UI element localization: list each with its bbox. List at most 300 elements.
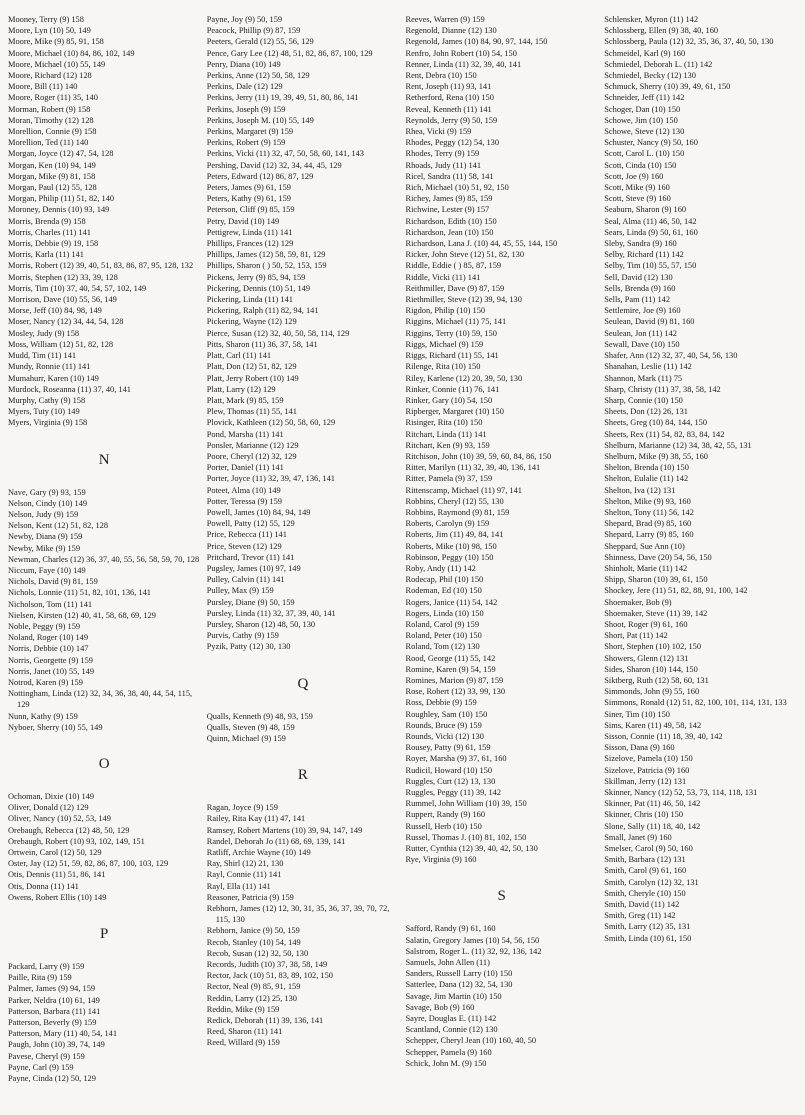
index-entry: Nelson, Kent (12) 51, 82, 128: [8, 521, 109, 531]
index-entry: Moore, Bill (11) 140: [8, 82, 78, 92]
index-entry: Settlemire, Joe (9) 160: [604, 306, 681, 316]
index-entry: Platt, Don (12) 51, 82, 129: [206, 362, 297, 372]
index-entry: Shelton, Brenda (10) 150: [604, 463, 689, 473]
index-column-2: [207, 14, 400, 1115]
index-entry: Pickering, Wayne (12) 129: [206, 317, 297, 327]
index-entry: Price, Rebecca (11) 141: [206, 530, 287, 540]
index-entry: Nicholson, Tom (11) 141: [8, 599, 93, 609]
index-entry: Sears, Linda (9) 50, 61, 160: [604, 227, 698, 237]
index-entry: Platt, Mark (9) 85, 159: [206, 395, 284, 405]
index-entry: Russel, Thomas J. (10) 81, 102, 150: [405, 832, 527, 842]
index-column-4: [604, 14, 797, 1115]
index-entry: Moore, Roger (11) 35, 140: [8, 93, 98, 103]
index-entry: Sells, Pam (11) 142: [604, 295, 671, 305]
index-entry: Shelton, Tony (11) 56, 142: [604, 507, 694, 517]
index-entry: Sheets, Greg (10) 84, 144, 150: [604, 418, 708, 428]
index-entry: Salatin, Gregory James (10) 54, 56, 150: [405, 935, 540, 945]
index-entry: Nichols, David (9) 81, 159: [8, 577, 98, 587]
index-entry: Seulean, David (9) 81, 160: [604, 317, 695, 327]
index-entry: Orebaugh, Robert (10) 93, 102, 149, 151: [8, 836, 145, 846]
index-entry: Sheets, Rex (11) 54, 82, 83, 84, 142: [604, 429, 725, 439]
index-entry: Shannon, Mark (11) 75: [604, 373, 683, 383]
index-entry: Morris, Brenda (9) 158: [8, 216, 86, 226]
index-entry: Ruggles, Peggy (11) 39, 142: [405, 788, 502, 798]
index-entry: Rilenge, Rita (10) 150: [405, 362, 481, 372]
index-entry: Regenold, James (10) 84, 90, 97, 144, 150: [405, 37, 548, 47]
index-entry: Ochoman, Dixie (10) 149: [8, 791, 95, 801]
index-entry: Sells, Brenda (9) 160: [604, 283, 676, 293]
index-entry: Morse, Jeff (10) 84, 98, 149: [8, 306, 102, 316]
index-entry: Price, Steven (12) 129: [206, 541, 282, 551]
index-entry: Mundy, Ronnie (11) 141: [8, 362, 91, 372]
index-entry: Riethmiller, Steve (12) 39, 94, 130: [405, 295, 522, 305]
index-entry: Roberts, Jim (11) 49, 84, 141: [405, 530, 504, 540]
index-entry: Schneider, Jeff (11) 142: [604, 93, 685, 103]
index-entry: Qualls, Kenneth (9) 48, 93, 159: [206, 711, 313, 721]
index-entry: Sheets, Don (12) 26, 131: [604, 407, 688, 417]
index-entry: Scott, Carol L. (10) 150: [604, 149, 685, 159]
index-entry: Pursley, Linda (11) 32, 37, 39, 40, 141: [206, 608, 336, 618]
index-entry: Richardson, Edith (10) 150: [405, 216, 497, 226]
index-entry: Rhodes, Peggy (12) 54, 130: [405, 138, 500, 148]
index-entry: Myers, Tuty (10) 149: [8, 407, 80, 417]
section-letter-heading: O: [98, 755, 111, 772]
index-entry: Platt, Jerry Robert (10) 149: [206, 373, 299, 383]
index-entry: Peacock, Phillip (9) 87, 159: [206, 26, 301, 36]
index-entry: Phillips, James (12) 58, 59, 81, 129: [206, 250, 326, 260]
index-entry: Reed, Willard (9) 159: [206, 1038, 280, 1048]
index-entry: Schlossberg, Paula (12) 32, 35, 36, 37, 40, 50, 130: [604, 37, 774, 47]
index-entry: Notrod, Karen (9) 159: [8, 677, 83, 687]
index-entry: Pickering, Dennis (10) 51, 149: [206, 283, 311, 293]
index-entry: Moore, Richard (12) 128: [8, 71, 92, 81]
index-entry: Pickering, Ralph (11) 82, 94, 141: [206, 306, 319, 316]
index-entry: Redick, Deborah (11) 39, 136, 141: [206, 1016, 324, 1026]
index-entry: Roby, Andy (11) 142: [405, 563, 476, 573]
index-entry: Showers, Glenn (12) 131: [604, 653, 689, 663]
index-entry: Nave, Gary (9) 93, 159: [8, 487, 86, 497]
index-entry: Packard, Larry (9) 159: [8, 962, 85, 972]
index-entry: Rummel, John William (10) 39, 150: [405, 799, 527, 809]
index-entry: Short, Stephen (10) 102, 150: [604, 642, 702, 652]
index-entry: Skillman, Jerry (12) 131: [604, 776, 687, 786]
index-entry: Shelton, Mike (9) 93, 160: [604, 496, 691, 506]
index-entry: Regenold, Dianne (12) 130: [405, 26, 497, 36]
index-entry: Newman, Charles (12) 36, 37, 40, 55, 56, 58, 59, 70, 128: [8, 554, 200, 564]
index-entry: Pursley, Diane (9) 50, 159: [206, 597, 295, 607]
index-entry: Selby, Tim (10) 55, 57, 150: [604, 261, 697, 271]
index-entry: Morrison, Dave (10) 55, 56, 149: [8, 295, 117, 305]
index-entry: Moss, William (12) 51, 82, 128: [8, 339, 114, 349]
index-entry: Platt, Larry (12) 129: [206, 384, 276, 394]
index-entry: Payne, Cinda (12) 50, 129: [8, 1074, 96, 1084]
index-entry: Shelburn, Marianne (12) 34, 38, 42, 55, 131: [604, 440, 752, 450]
index-entry: Pershing, David (12) 32, 34, 44, 45, 129: [206, 160, 342, 170]
index-entry: Riggs, Michael (9) 159: [405, 339, 484, 349]
index-entry: Morellion, Ted (11) 140: [8, 138, 89, 148]
index-entry: Riddle, Vicki (11) 141: [405, 272, 481, 282]
index-entry: Pavese, Cheryl (9) 159: [8, 1051, 85, 1061]
index-entry: Nichols, Lonnie (11) 51, 82, 101, 136, 141: [8, 588, 151, 598]
index-entry: Rudicil, Howard (10) 150: [405, 765, 493, 775]
index-entry: Simmonds, John (9) 55, 160: [604, 687, 700, 697]
index-entry: Rodecap, Phil (10) 150: [405, 575, 484, 585]
index-entry: Morris, Karla (11) 141: [8, 250, 84, 260]
index-entry: Moore, Lyn (10) 50, 149: [8, 26, 91, 36]
index-entry: Shepard, Larry (9) 85, 160: [604, 530, 694, 540]
index-entry: Rhoads, Judy (11) 141: [405, 160, 482, 170]
index-entry: Porter, Daniel (11) 141: [206, 463, 284, 473]
index-entry: Ruppert, Randy (9) 160: [405, 810, 486, 820]
index-entry: Smith, Larry (12) 35, 131: [604, 922, 691, 932]
index-entry: Powell, James (10) 84, 94, 149: [206, 507, 311, 517]
index-entry: Skinner, Pat (11) 46, 50, 142: [604, 799, 701, 809]
index-entry: Rose, Robert (12) 33, 99, 130: [405, 687, 506, 697]
index-entry: Roughley, Sam (10) 150: [405, 709, 488, 719]
index-entry: Richey, James (9) 85, 159: [405, 194, 493, 204]
index-entry: Savage, Bob (9) 160: [405, 1002, 475, 1012]
index-entry: Myers, Virginia (9) 158: [8, 418, 88, 428]
index-entry: Plovick, Kathleen (12) 50, 58, 60, 129: [206, 418, 336, 428]
index-entry: Reddin, Mike (9) 159: [206, 1004, 280, 1014]
index-entry: Perkins, Dale (12) 129: [206, 82, 283, 92]
index-column-3: [406, 14, 599, 1115]
index-entry: Qualls, Steven (9) 48, 159: [206, 722, 295, 732]
index-entry: Perkins, Jerry (11) 19, 39, 49, 51, 80, 86, 141: [206, 93, 359, 103]
index-entry: Ritchart, Ken (9) 93, 159: [405, 440, 490, 450]
index-entry: Rousey, Patty (9) 61, 159: [405, 743, 491, 753]
index-entry: Siktberg, Ruth (12) 58, 60, 131: [604, 675, 709, 685]
index-entry: Reddin, Larry (12) 25, 130: [206, 993, 297, 1003]
index-entry: Morgan, Mike (9) 81, 158: [8, 171, 96, 181]
index-entry: Robinson, Peggy (10) 150: [405, 552, 494, 562]
index-entry: Rebhorn, James (12) 12, 30, 31, 35, 36, 37, 39, 70, 72, 115, 130: [206, 904, 390, 925]
index-entry: Smith, Cheryle (10) 150: [604, 888, 686, 898]
index-entry: Ricel, Sandra (11) 58, 141: [405, 171, 494, 181]
index-entry: Morris, Debbie (9) 19, 158: [8, 239, 99, 249]
index-entry: Noble, Peggy (9) 159: [8, 621, 81, 631]
index-entry: Petry, David (10) 149: [206, 216, 280, 226]
index-entry: Rhodes, Terry (9) 159: [405, 149, 480, 159]
index-entry: Slone, Sally (11) 18, 40, 142: [604, 821, 701, 831]
index-entry: Pettigrew, Linda (11) 141: [206, 227, 293, 237]
index-entry: Smith, Carol (9) 61, 160: [604, 866, 687, 876]
index-entry: Seal, Alma (11) 46, 50, 142: [604, 216, 697, 226]
index-entry: Rounds, Bruce (9) 159: [405, 720, 482, 730]
index-entry: Morellion, Connie (9) 158: [8, 127, 97, 137]
index-entry: Ripberger, Margaret (10) 150: [405, 407, 504, 417]
index-entry: Sleby, Sandra (9) 160: [604, 239, 677, 249]
index-entry: Pulley, Max (9) 159: [206, 586, 274, 596]
index-entry: Norris, Janet (10) 55, 149: [8, 666, 95, 676]
index-entry: Ritter, Pamela (9) 37, 159: [405, 474, 493, 484]
index-entry: Rebhorn, Janice (9) 50, 159: [206, 926, 300, 936]
index-entry: Roberts, Mike (10) 98, 150: [405, 541, 497, 551]
index-entry: Riggins, Michael (11) 75, 141: [405, 317, 507, 327]
index-entry: Selby, Richard (11) 142: [604, 250, 684, 260]
index-entry: Romines, Marion (9) 87, 159: [405, 675, 504, 685]
index-entry: Perkins, Joseph (9) 159: [206, 104, 286, 114]
index-entry: Rogers, Janice (11) 54, 142: [405, 597, 498, 607]
index-entry: Rector, Jack (10) 51, 83, 89, 102, 150: [206, 971, 333, 981]
index-entry: Smith, Greg (11) 142: [604, 911, 676, 921]
index-entry: Peeters, Gerald (12) 55, 56, 129: [206, 37, 314, 47]
index-entry: Roland, Tom (12) 130: [405, 642, 480, 652]
index-entry: Seulean, Jon (11) 142: [604, 328, 677, 338]
index-entry: Oliver, Nancy (10) 52, 53, 149: [8, 814, 111, 824]
index-entry: Orebaugh, Rebecca (12) 48, 50, 129: [8, 825, 130, 835]
index-entry: Simmons, Ronald (12) 51, 82, 100, 101, 114, 131, 133: [604, 698, 787, 708]
index-entry: Shinholt, Marie (11) 142: [604, 563, 688, 573]
index-entry: Samuels, John Allen (11): [405, 958, 490, 968]
index-entry: Scantland, Connie (12) 130: [405, 1025, 498, 1035]
index-entry: Small, Janet (9) 160: [604, 832, 672, 842]
index-entry: Peters, Kathy (9) 61, 159: [206, 194, 291, 204]
index-entry: Salstrom, Roger L. (11) 32, 92, 136, 142: [405, 946, 542, 956]
index-entry: Rinker, Connie (11) 76, 141: [405, 384, 500, 394]
index-entry: Sides, Sharon (10) 144, 150: [604, 664, 698, 674]
index-column-1: [8, 14, 201, 1115]
index-entry: Rittenscamp, Michael (11) 97, 141: [405, 485, 522, 495]
index-entry: Potter, Teressa (9) 159: [206, 496, 282, 506]
index-entry: Ruggles, Curt (12) 13, 130: [405, 776, 496, 786]
index-entry: Ritchison, John (10) 39, 59, 60, 84, 86, 150: [405, 451, 552, 461]
index-entry: Moore, Mike (9) 85, 91, 158: [8, 37, 104, 47]
index-entry: Sims, Karen (11) 49, 58, 142: [604, 720, 702, 730]
index-entry: Norris, Debbie (10) 147: [8, 644, 89, 654]
index-entry: Scott, Mike (9) 160: [604, 183, 670, 193]
index-entry: Schick, John M. (9) 150: [405, 1058, 487, 1068]
index-entry: Scott, Joe (9) 160: [604, 171, 664, 181]
index-entry: Roland, Carol (9) 159: [405, 619, 480, 629]
index-entry: Sharp, Christy (11) 37, 38, 58, 142: [604, 384, 721, 394]
index-entry: Sanders, Russell Larry (10) 150: [405, 969, 513, 979]
index-entry: Schmiedel, Becky (12) 130: [604, 71, 696, 81]
index-entry: Peters, Edward (12) 86, 87, 129: [206, 171, 314, 181]
index-entry: Pritchard, Trevor (11) 141: [206, 552, 295, 562]
index-entry: Nunn, Kathy (9) 159: [8, 711, 78, 721]
index-entry: Reeves, Warren (9) 159: [405, 15, 485, 24]
section-letter-heading: Q: [297, 675, 309, 692]
index-entry: Oster, Jay (12) 51, 59, 82, 86, 87, 100, 103, 129: [8, 859, 169, 869]
index-entry: Schowe, Jim (10) 150: [604, 115, 678, 125]
index-entry: Richardson, Lana J. (10) 44, 45, 55, 144, 150: [405, 239, 558, 249]
index-entry: Nelson, Cindy (10) 149: [8, 498, 88, 508]
index-entry: Poteet, Alma (10) 149: [206, 485, 281, 495]
index-entry: Pond, Marsha (11) 141: [206, 429, 284, 439]
index-entry: Patterson, Barbara (11) 141: [8, 1006, 101, 1016]
index-entry: Nottingham, Linda (12) 32, 34, 36, 38, 40, 44, 54, 115, 129: [8, 689, 193, 710]
index-entry: Shelton, Iva (12) 131: [604, 485, 676, 495]
index-entry: Smith, Barbara (12) 131: [604, 855, 686, 865]
index-entry: Recob, Susan (12) 32, 50, 130: [206, 948, 309, 958]
index-entry: Morgan, Paul (12) 55, 128: [8, 183, 97, 193]
index-entry: Mosley, Judy (9) 158: [8, 328, 80, 338]
index-entry: Schlensker, Myron (11) 142: [604, 15, 699, 24]
index-entry: Railey, Rita Kay (11) 47, 141: [206, 814, 306, 824]
index-entry: Seaburn, Sharon (9) 160: [604, 205, 687, 215]
index-entry: Palmer, James (9) 94, 159: [8, 984, 96, 994]
index-entry: Shanahan, Leslie (11) 142: [604, 362, 692, 372]
index-entry: Phillips, Frances (12) 129: [206, 239, 294, 249]
index-entry: Richwine, Lester (9) 157: [405, 205, 490, 215]
index-entry: Rent, Debra (10) 150: [405, 71, 477, 81]
index-entry: Ponsler, Marianne (12) 129: [206, 440, 299, 450]
index-entry: Roland, Peter (10) 150: [405, 631, 482, 641]
index-entry: Nyboer, Sherry (10) 55, 149: [8, 722, 103, 732]
index-entry: Shoemaker, Steve (11) 39, 142: [604, 608, 708, 618]
index-entry: Newby, Diana (9) 159: [8, 532, 83, 542]
index-entry: Schmeidel, Karl (9) 160: [604, 48, 686, 58]
index-entry: Rutter, Cynthia (12) 39, 40, 42, 50, 130: [405, 844, 538, 854]
index-entry: Pence, Gary Lee (12) 48, 51, 82, 86, 87, 100, 129: [206, 48, 373, 58]
index-entry: Reynolds, Jerry (9) 50, 159: [405, 115, 498, 125]
index-entry: Poore, Cheryl (12) 32, 129: [206, 451, 297, 461]
index-entry: Shafer, Ann (12) 32, 37, 40, 54, 56, 130: [604, 351, 738, 361]
index-entry: Schoger, Dan (10) 150: [604, 104, 681, 114]
index-entry: Ratliff, Archie Wayne (10) 149: [206, 848, 311, 857]
index-entry: Retherford, Rena (10) 150: [405, 93, 494, 103]
index-entry: Robbins, Cheryl (12) 55, 130: [405, 496, 504, 506]
index-entry: Smelser, Carol (9) 50, 160: [604, 844, 693, 854]
index-entry: Recob, Stanley (10) 54, 149: [206, 937, 301, 947]
index-entry: Shoot, Roger (9) 61, 160: [604, 619, 688, 629]
index-entry: Morgan, Philip (11) 51, 82, 140: [8, 194, 115, 204]
index-entry: Ramsey, Robert Martens (10) 39, 94, 147, 149: [206, 825, 363, 835]
index-entry: Ritter, Marilyn (11) 32, 39, 40, 136, 141: [405, 463, 541, 473]
index-entry: Rayl, Ella (11) 141: [206, 881, 271, 891]
index-entry: Schepper, Pamela (9) 160: [405, 1047, 492, 1057]
index-entry: Sharp, Connie (10) 150: [604, 395, 683, 405]
index-entry: Paille, Rita (9) 159: [8, 973, 72, 983]
index-entry: Nielsen, Kirsten (12) 40, 41, 58, 68, 69, 129: [8, 610, 156, 620]
index-entry: Nelson, Judy (9) 159: [8, 509, 79, 519]
index-entry: Risinger, Rita (10) 150: [405, 418, 483, 428]
index-entry: Sizelove, Patricia (9) 160: [604, 765, 690, 775]
index-entry: Ritchart, Linda (11) 141: [405, 429, 487, 439]
index-entry: Pursley, Sharon (12) 48, 50, 130: [206, 619, 316, 629]
index-entry: Oliver, Donald (12) 129: [8, 803, 89, 813]
index-entry: Patterson, Mary (11) 40, 54, 141: [8, 1029, 118, 1039]
index-entry: Morris, Robert (12) 39, 40, 51, 83, 86, 87, 95, 128, 132: [8, 261, 194, 271]
index-entry: Quinn, Michael (9) 159: [206, 733, 286, 743]
index-entry: Riddle, Eddie ( ) 85, 87, 159: [405, 261, 502, 271]
section-letter-heading: P: [99, 926, 109, 943]
index-entry: Sheppard, Sue Ann (10): [604, 541, 685, 551]
index-entry: Rayl, Connie (11) 141: [206, 870, 282, 880]
index-entry: Moore, Michael (10) 55, 149: [8, 59, 106, 69]
index-entry: Norris, Georgette (9) 159: [8, 655, 93, 665]
index-entry: Morman, Robert (9) 158: [8, 104, 91, 114]
index-entry: Skinner, Nancy (12) 52, 53, 73, 114, 118, 131: [604, 788, 758, 798]
section-letter-heading: R: [297, 767, 309, 784]
index-entry: Rodeman, Ed (10) 150: [405, 586, 482, 596]
index-entry: Schepper, Cheryl Jean (10) 160, 40, 50: [405, 1036, 537, 1046]
index-entry: Otis, Dennis (11) 51, 86, 141: [8, 870, 106, 880]
index-entry: Roberts, Carolyn (9) 159: [405, 519, 490, 529]
index-entry: Sisson, Dana (9) 160: [604, 743, 675, 753]
index-entry: Scott, Steve (9) 160: [604, 194, 671, 204]
index-entry: Royer, Marsha (9) 37, 61, 160: [405, 754, 507, 764]
index-entry: Rood, George (11) 55, 142: [405, 653, 496, 663]
index-entry: Reithmiller, Dave (9) 87, 159: [405, 283, 505, 293]
index-entry: Perkins, Vicki (11) 32, 47, 50, 58, 60, 141, 143: [206, 149, 364, 159]
index-entry: Morgan, Joyce (12) 47, 54, 128: [8, 149, 114, 159]
index-entry: Schlossberg, Ellen (9) 38, 40, 160: [604, 26, 719, 36]
index-entry: Niccum, Faye (10) 149: [8, 565, 86, 575]
index-entry: Newby, Mike (9) 159: [8, 543, 81, 553]
index-entry: Ortwein, Carol (12) 50, 129: [8, 848, 102, 857]
index-entry: Penry, Diana (10) 149: [206, 59, 281, 69]
index-entry: Paugh, John (10) 39, 74, 149: [8, 1040, 105, 1050]
index-entry: Ray, Shirl (12) 21, 130: [206, 859, 284, 869]
index-entry: Shipp, Sharon (10) 39, 61, 150: [604, 575, 708, 585]
index-entry: Perkins, Margaret (9) 159: [206, 127, 294, 137]
index-entry: Morgan, Ken (10) 94, 149: [8, 160, 96, 170]
index-entry: Moran, Timothy (12) 128: [8, 115, 94, 125]
index-entry: Scott, Cinda (10) 150: [604, 160, 677, 170]
index-entry: Sell, David (12) 130: [604, 272, 673, 282]
index-entry: Owens, Robert Ellis (10) 149: [8, 892, 107, 902]
index-entry: Russell, Herb (10) 150: [405, 821, 482, 831]
index-entry: Parker, Neldra (10) 61, 149: [8, 995, 100, 1005]
index-entry: Murdock, Roseanna (11) 37, 40, 141: [8, 384, 131, 394]
index-entry: Sayre, Douglas E. (11) 142: [405, 1014, 497, 1024]
index-entry: Purvis, Cathy (9) 159: [206, 631, 279, 641]
index-entry: Pugsley, James (10) 97, 149: [206, 563, 301, 573]
index-entry: Shinness, Dave (20) 54, 56, 150: [604, 552, 712, 562]
index-entry: Shelburn, Mike (9) 38, 55, 160: [604, 451, 708, 461]
index-entry: Patterson, Beverly (9) 159: [8, 1018, 97, 1028]
index-entry: Mooney, Terry (9) 158: [8, 15, 84, 24]
index-entry: Pickens, Jerry (9) 85, 94, 159: [206, 272, 306, 282]
index-entry: Schuster, Nancy (9) 50, 160: [604, 138, 698, 148]
index-entry: Peterson, Cliff (9) 85, 159: [206, 205, 295, 215]
index-entry: Sewall, Dave (10) 150: [604, 339, 680, 349]
index-entry: Satterlee, Dana (12) 32, 54, 130: [405, 980, 513, 990]
index-entry: Randel, Deborah Jo (11) 68, 69, 139, 141: [206, 836, 346, 846]
index-entry: Otis, Donna (11) 141: [8, 881, 79, 891]
index-entry: Reed, Sharon (11) 141: [206, 1027, 283, 1037]
index-entry: Noland, Roger (10) 149: [8, 633, 89, 643]
index-entry: Shepard, Brad (9) 85, 160: [604, 519, 692, 529]
index-entry: Plew, Thomas (11) 55, 141: [206, 407, 297, 417]
index-entry: Short, Pat (11) 142: [604, 631, 668, 641]
index-entry: Shoemaker, Bob (9): [604, 597, 672, 607]
index-entry: Skinner, Chris (10) 150: [604, 810, 684, 820]
index-entry: Rector, Neal (9) 85, 91, 159: [206, 982, 301, 992]
index-entry: Reveal, Kenneth (11) 141: [405, 104, 492, 114]
index-entry: Savage, Jim Martin (10) 150: [405, 991, 502, 1001]
index-entry: Smith, Linda (10) 61, 150: [604, 933, 692, 943]
index-entry: Platt, Carl (11) 141: [206, 351, 272, 361]
index-entry: Pyzik, Patty (12) 30, 130: [206, 642, 291, 652]
index-entry: Rich, Michael (10) 51, 92, 150: [405, 183, 509, 193]
index-entry: Rogers, Linda (10) 150: [405, 608, 484, 618]
index-entry: Payne, Joy (9) 50, 159: [206, 15, 283, 24]
index-entry: Riggs, Richard (11) 55, 141: [405, 351, 499, 361]
index-entry: Renfro, John Robert (10) 54, 150: [405, 48, 517, 58]
index-entry: Renner, Linda (11) 32, 39, 40, 141: [405, 59, 522, 69]
index-entry: Morris, Stephen (12) 33, 39, 128: [8, 272, 118, 282]
index-entry: Schowe, Steve (12) 130: [604, 127, 685, 137]
index-entry: Richardson, Jean (10) 150: [405, 227, 494, 237]
section-letter-heading: N: [98, 451, 111, 468]
index-entry: Phillips, Sharon ( ) 50, 52, 153, 159: [206, 261, 327, 271]
index-entry: Pulley, Calvin (11) 141: [206, 575, 285, 585]
index-entry: Robbins, Raymond (9) 81, 159: [405, 507, 510, 517]
index-entry: Peters, James (9) 61, 159: [206, 183, 291, 193]
